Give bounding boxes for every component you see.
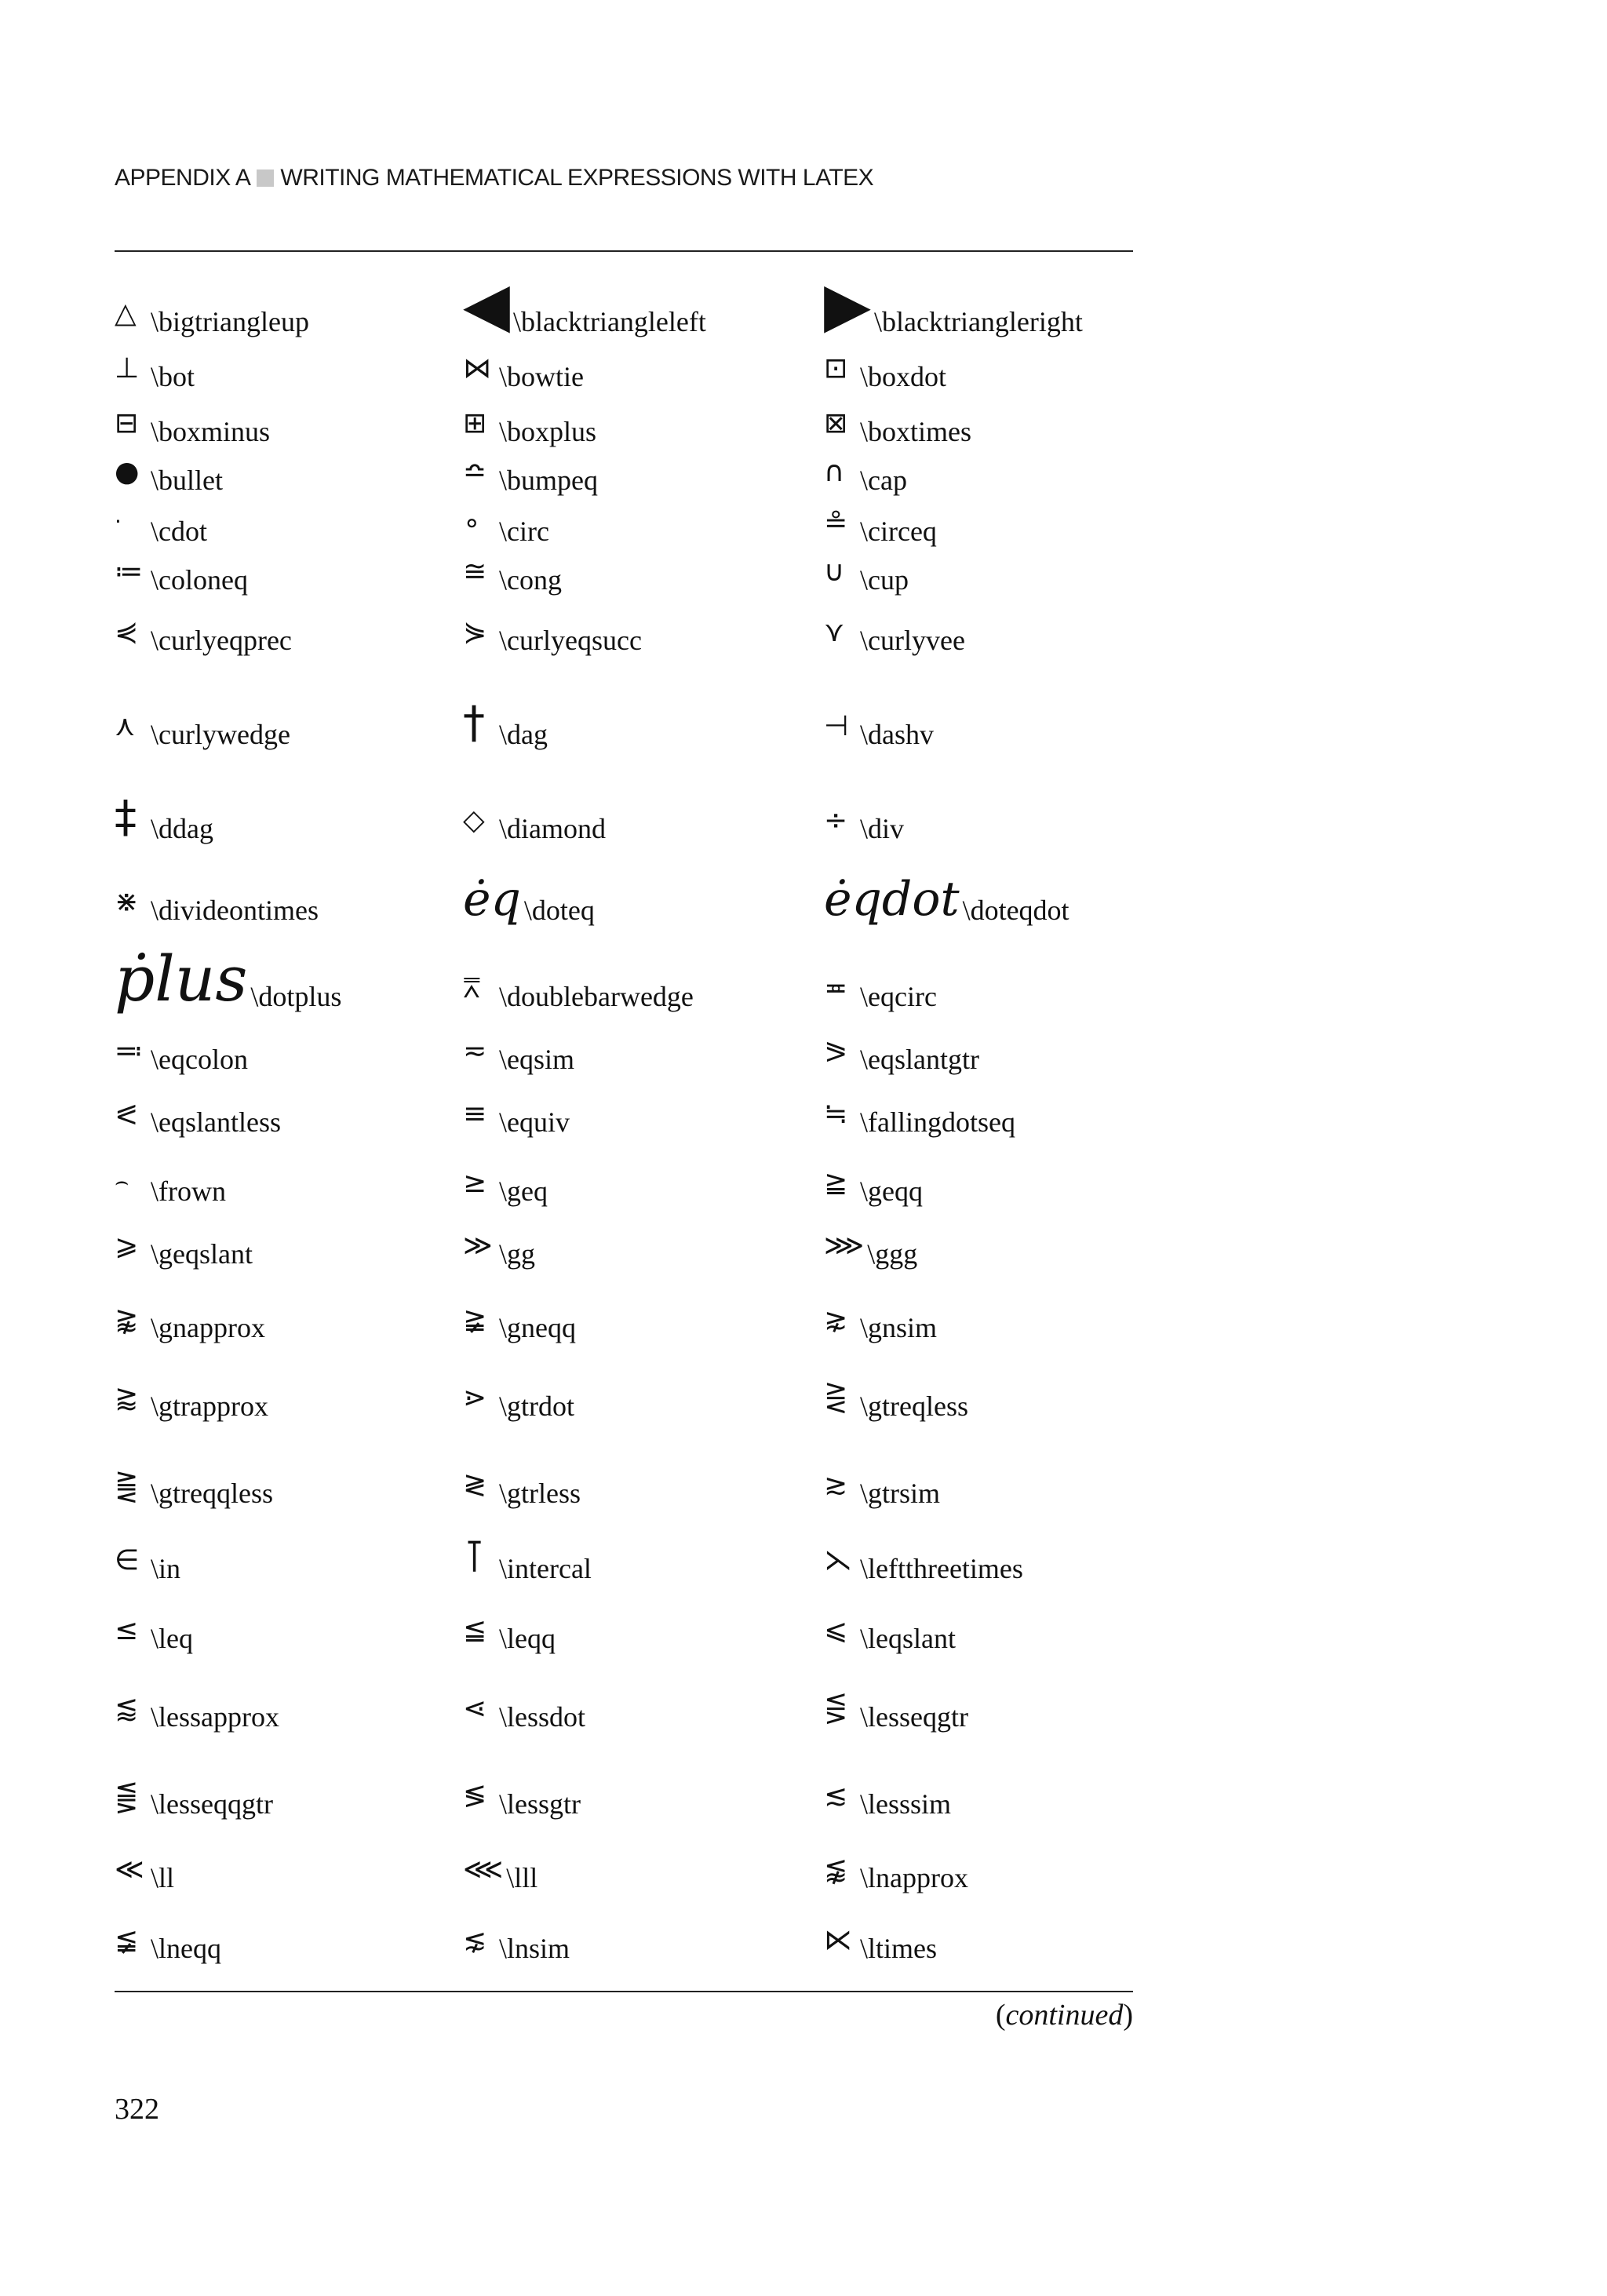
symbol-entry <box>463 593 642 656</box>
symbol-entry <box>115 1281 265 1343</box>
symbol-glyph: ≗ <box>824 507 848 539</box>
latex-command: \cap <box>860 465 907 496</box>
latex-command: \circ <box>499 516 549 547</box>
symbol-entry <box>463 949 694 1012</box>
latex-command: \bot <box>151 361 195 392</box>
symbol-entry <box>824 1446 940 1509</box>
symbol-entry <box>463 1144 548 1207</box>
symbol-entry <box>463 330 584 392</box>
latex-command: \lessdot <box>499 1701 586 1733</box>
latex-command: \gnapprox <box>151 1312 265 1343</box>
latex-command: \div <box>860 813 905 844</box>
latex-command: \gtrsim <box>860 1478 941 1509</box>
latex-command: \eqcolon <box>151 1044 248 1075</box>
table-bottom-rule <box>115 1991 1133 1992</box>
latex-command: \doublebarwedge <box>499 981 694 1012</box>
latex-command: \gg <box>499 1238 536 1270</box>
symbol-entry <box>824 1591 956 1654</box>
symbol-glyph: ⩽ <box>824 1614 848 1646</box>
latex-command: \doteqdot <box>962 895 1070 926</box>
latex-command: \blacktriangleright <box>874 306 1083 337</box>
symbol-glyph: ≫ <box>463 1230 493 1262</box>
symbol-entry <box>824 1670 968 1733</box>
symbol-glyph: ⊺ <box>463 1532 486 1583</box>
symbol-glyph: ⪅ <box>115 1693 139 1725</box>
symbol-glyph: † <box>463 698 485 749</box>
continued-label: continued <box>1005 1999 1124 2032</box>
symbol-glyph: ⪊ <box>115 1303 139 1336</box>
symbol-glyph: ėqdot <box>824 872 960 927</box>
symbol-entry <box>824 1144 923 1207</box>
symbol-glyph: ⌢ <box>115 1168 129 1194</box>
latex-command: \eqslantless <box>151 1106 281 1138</box>
symbol-entry <box>115 1670 279 1733</box>
symbol-glyph: ∪ <box>824 556 845 588</box>
symbol-glyph: ▶ <box>824 270 871 341</box>
symbol-glyph: ≷ <box>463 1469 487 1501</box>
symbol-entry <box>824 1075 1015 1138</box>
symbol-glyph: ● <box>115 456 140 488</box>
symbol-entry <box>824 1012 979 1075</box>
latex-command: \intercal <box>499 1553 592 1584</box>
latex-command: \dashv <box>860 719 934 750</box>
symbol-glyph: ⊟ <box>115 407 139 439</box>
latex-command: \eqslantgtr <box>860 1044 979 1075</box>
symbol-glyph: ≅ <box>463 556 487 588</box>
latex-command: \geqq <box>860 1175 923 1207</box>
symbol-glyph: ṗlus <box>115 942 248 1015</box>
symbol-entry <box>115 1012 248 1075</box>
latex-command: \doteq <box>523 895 595 926</box>
latex-command: \lesseqqgtr <box>151 1788 273 1820</box>
symbol-glyph: ≨ <box>115 1924 139 1956</box>
symbol-entry <box>115 533 248 596</box>
symbol-glyph: ⋏ <box>115 710 136 742</box>
symbol-entry <box>824 533 909 596</box>
latex-command: \in <box>151 1553 181 1584</box>
header-title: WRITING MATHEMATICAL EXPRESSIONS WITH LATEX <box>280 165 874 191</box>
symbol-glyph: ≩ <box>463 1303 487 1336</box>
symbol-glyph: ⊠ <box>824 407 848 439</box>
symbol-entry <box>115 687 290 750</box>
symbol-glyph: ≕ <box>115 1035 143 1067</box>
symbol-entry <box>824 1281 937 1343</box>
symbol-entry <box>824 270 1083 341</box>
symbol-entry <box>463 1359 574 1422</box>
latex-command: \dag <box>499 719 548 750</box>
latex-command: \gtreqless <box>860 1390 968 1422</box>
latex-command: \gtrapprox <box>151 1390 268 1422</box>
symbol-glyph: ⋧ <box>824 1303 848 1336</box>
symbol-glyph: ≳ <box>824 1469 848 1501</box>
symbol-glyph: ≪ <box>115 1853 144 1886</box>
symbol-glyph: ∈ <box>115 1544 140 1576</box>
latex-command: \geq <box>499 1175 548 1207</box>
symbol-glyph: ⋛ <box>824 1382 848 1414</box>
symbol-entry <box>463 270 706 341</box>
latex-command: \leqq <box>499 1623 556 1654</box>
symbol-glyph: ∩ <box>824 456 845 488</box>
symbol-glyph: ⩞ <box>463 972 480 1004</box>
latex-command: \lnapprox <box>860 1862 968 1893</box>
symbol-entry <box>824 863 1070 926</box>
latex-command: \geqslant <box>151 1238 253 1270</box>
symbol-glyph: △ <box>115 297 137 330</box>
latex-command: \leqslant <box>860 1623 956 1654</box>
symbol-entry <box>115 1207 253 1270</box>
symbol-glyph: ⋎ <box>824 616 845 648</box>
symbol-entry <box>115 863 319 926</box>
symbol-entry <box>115 782 213 844</box>
symbol-glyph: ≡ <box>463 1098 487 1130</box>
symbol-glyph: ⋋ <box>824 1544 852 1576</box>
latex-command: \lesseqgtr <box>860 1701 968 1733</box>
latex-command: \curlyvee <box>860 625 965 656</box>
latex-command: \gnsim <box>860 1312 938 1343</box>
latex-command: \leftthreetimes <box>860 1553 1023 1584</box>
symbol-entry <box>115 330 195 392</box>
latex-command: \bowtie <box>499 361 584 392</box>
header-appendix: APPENDIX A <box>115 165 251 191</box>
latex-command: \lneqq <box>151 1933 221 1964</box>
symbol-glyph: ≂ <box>463 1035 487 1067</box>
symbol-glyph: ⊞ <box>463 407 487 439</box>
latex-command: \divideontimes <box>151 895 319 926</box>
running-header <box>115 165 873 191</box>
symbol-glyph: ⋘ <box>463 1853 504 1886</box>
symbol-glyph: ⋞ <box>115 616 139 648</box>
latex-command: \lnsim <box>499 1933 570 1964</box>
symbol-entry <box>463 687 548 750</box>
page-number: 322 <box>115 2093 159 2126</box>
symbol-glyph: ⪉ <box>824 1853 848 1886</box>
symbol-entry <box>463 533 562 596</box>
continued-note: (continued) <box>995 1999 1133 2032</box>
symbol-entry <box>115 1591 193 1654</box>
symbol-entry <box>115 1144 226 1207</box>
symbol-glyph: ≥ <box>463 1167 487 1199</box>
latex-command: \eqcirc <box>860 981 937 1012</box>
symbol-entry <box>824 1831 968 1893</box>
symbol-glyph: ⋈ <box>463 352 491 384</box>
symbol-glyph: ≶ <box>463 1780 487 1812</box>
symbol-entry <box>463 1446 581 1509</box>
symbol-entry <box>115 275 309 337</box>
symbol-entry <box>463 1207 535 1270</box>
symbol-entry <box>824 1757 951 1820</box>
symbol-glyph: ⋗ <box>463 1382 487 1414</box>
symbol-glyph: ≲ <box>824 1780 848 1812</box>
symbol-glyph: ≤ <box>115 1614 139 1646</box>
symbol-glyph: ⪋ <box>115 1780 139 1812</box>
symbol-entry <box>824 1901 937 1964</box>
symbol-glyph: ≒ <box>824 1098 848 1130</box>
symbol-glyph: ≔ <box>115 556 143 588</box>
latex-command: \boxtimes <box>860 416 971 447</box>
symbol-entry <box>115 1359 268 1422</box>
latex-command: \circeq <box>860 516 937 547</box>
latex-command: \fallingdotseq <box>860 1106 1015 1138</box>
latex-command: \cdot <box>151 516 207 547</box>
symbol-entry <box>463 1757 581 1820</box>
symbol-entry <box>463 1901 570 1964</box>
symbol-entry <box>463 1831 537 1893</box>
symbol-glyph: ÷ <box>824 804 848 836</box>
latex-command: \ll <box>151 1862 175 1893</box>
latex-command: \coloneq <box>151 564 248 596</box>
latex-command: \gneqq <box>499 1312 576 1343</box>
symbol-glyph: ⊡ <box>824 352 848 384</box>
symbol-glyph: ⪕ <box>115 1098 139 1130</box>
latex-command: \gtrdot <box>499 1390 574 1422</box>
symbol-entry <box>824 1522 1023 1584</box>
symbol-glyph: ėq <box>463 872 521 927</box>
latex-command: \cup <box>860 564 909 596</box>
latex-command: \eqsim <box>499 1044 574 1075</box>
latex-command: \boxminus <box>151 416 271 447</box>
table-top-rule <box>115 250 1133 252</box>
symbol-glyph: ⋉ <box>824 1924 852 1956</box>
symbol-entry <box>824 782 904 844</box>
symbol-glyph: ⊣ <box>824 710 849 742</box>
symbol-entry <box>115 1831 174 1893</box>
symbol-entry <box>115 1757 273 1820</box>
symbol-entry <box>824 1207 917 1270</box>
latex-command: \dotplus <box>250 981 342 1012</box>
symbol-glyph: ⪆ <box>115 1382 139 1414</box>
latex-command: \curlywedge <box>151 719 290 750</box>
symbol-glyph: ⪖ <box>824 1035 848 1067</box>
latex-command: \blacktriangleleft <box>513 306 706 337</box>
symbol-glyph: ⋦ <box>463 1924 487 1956</box>
latex-command: \lesssim <box>860 1788 952 1820</box>
symbol-glyph: ⋖ <box>463 1693 487 1725</box>
symbol-entry <box>463 1591 556 1654</box>
symbol-entry <box>463 1075 570 1138</box>
latex-command: \bumpeq <box>499 465 598 496</box>
symbol-entry <box>115 593 292 656</box>
latex-command: \ltimes <box>860 1933 937 1964</box>
latex-command: \lessapprox <box>151 1701 279 1733</box>
latex-command: \leq <box>151 1623 193 1654</box>
symbol-glyph: ≏ <box>463 456 487 488</box>
symbol-entry <box>463 1522 592 1584</box>
latex-command: \equiv <box>499 1106 570 1138</box>
symbol-entry <box>115 1901 221 1964</box>
symbol-entry <box>824 593 965 656</box>
latex-command: \diamond <box>499 813 606 844</box>
symbol-glyph: ◇ <box>463 804 485 836</box>
symbol-glyph: ≧ <box>824 1167 848 1199</box>
symbol-entry <box>115 1446 273 1509</box>
symbol-glyph: ⋙ <box>824 1230 865 1262</box>
latex-command: \cong <box>499 564 562 596</box>
symbol-glyph: · <box>115 508 122 534</box>
symbol-glyph: ⋟ <box>463 616 487 648</box>
latex-command: \boxplus <box>499 416 597 447</box>
latex-command: \bullet <box>151 465 223 496</box>
symbol-glyph: ⪌ <box>115 1469 139 1501</box>
latex-command: \curlyeqprec <box>151 625 292 656</box>
latex-command: \ggg <box>867 1238 918 1270</box>
latex-command: \boxdot <box>860 361 947 392</box>
latex-command: \gtrless <box>499 1478 581 1509</box>
symbol-entry <box>824 330 946 392</box>
symbol-glyph: ⋇ <box>115 886 139 918</box>
symbol-entry <box>115 1075 281 1138</box>
symbol-entry <box>463 863 595 926</box>
symbol-entry <box>463 1012 574 1075</box>
header-separator-square <box>257 169 274 187</box>
symbol-glyph: ⩾ <box>115 1230 139 1262</box>
latex-command: \curlyeqsucc <box>499 625 642 656</box>
symbol-glyph: ◀ <box>463 270 510 341</box>
latex-command: \bigtriangleup <box>151 306 309 337</box>
symbol-entry <box>824 687 934 750</box>
symbol-entry <box>463 1281 576 1343</box>
latex-command: \lll <box>506 1862 538 1893</box>
symbol-glyph: ‡ <box>115 792 137 843</box>
symbol-entry <box>463 1670 585 1733</box>
symbol-glyph: ≖ <box>824 972 848 1004</box>
symbol-glyph: ∘ <box>463 507 481 539</box>
latex-command: \frown <box>151 1175 226 1207</box>
symbol-entry <box>115 1522 180 1584</box>
symbol-entry <box>463 782 606 844</box>
latex-command: \lessgtr <box>499 1788 581 1820</box>
latex-command: \gtreqqless <box>151 1478 273 1509</box>
symbol-glyph: ≦ <box>463 1614 487 1646</box>
latex-command: \ddag <box>151 813 213 844</box>
symbol-glyph: ⊥ <box>115 352 140 384</box>
symbol-entry <box>115 942 342 1015</box>
symbol-glyph: ⋚ <box>824 1693 848 1725</box>
symbol-entry <box>824 949 937 1012</box>
symbol-entry <box>824 1359 968 1422</box>
